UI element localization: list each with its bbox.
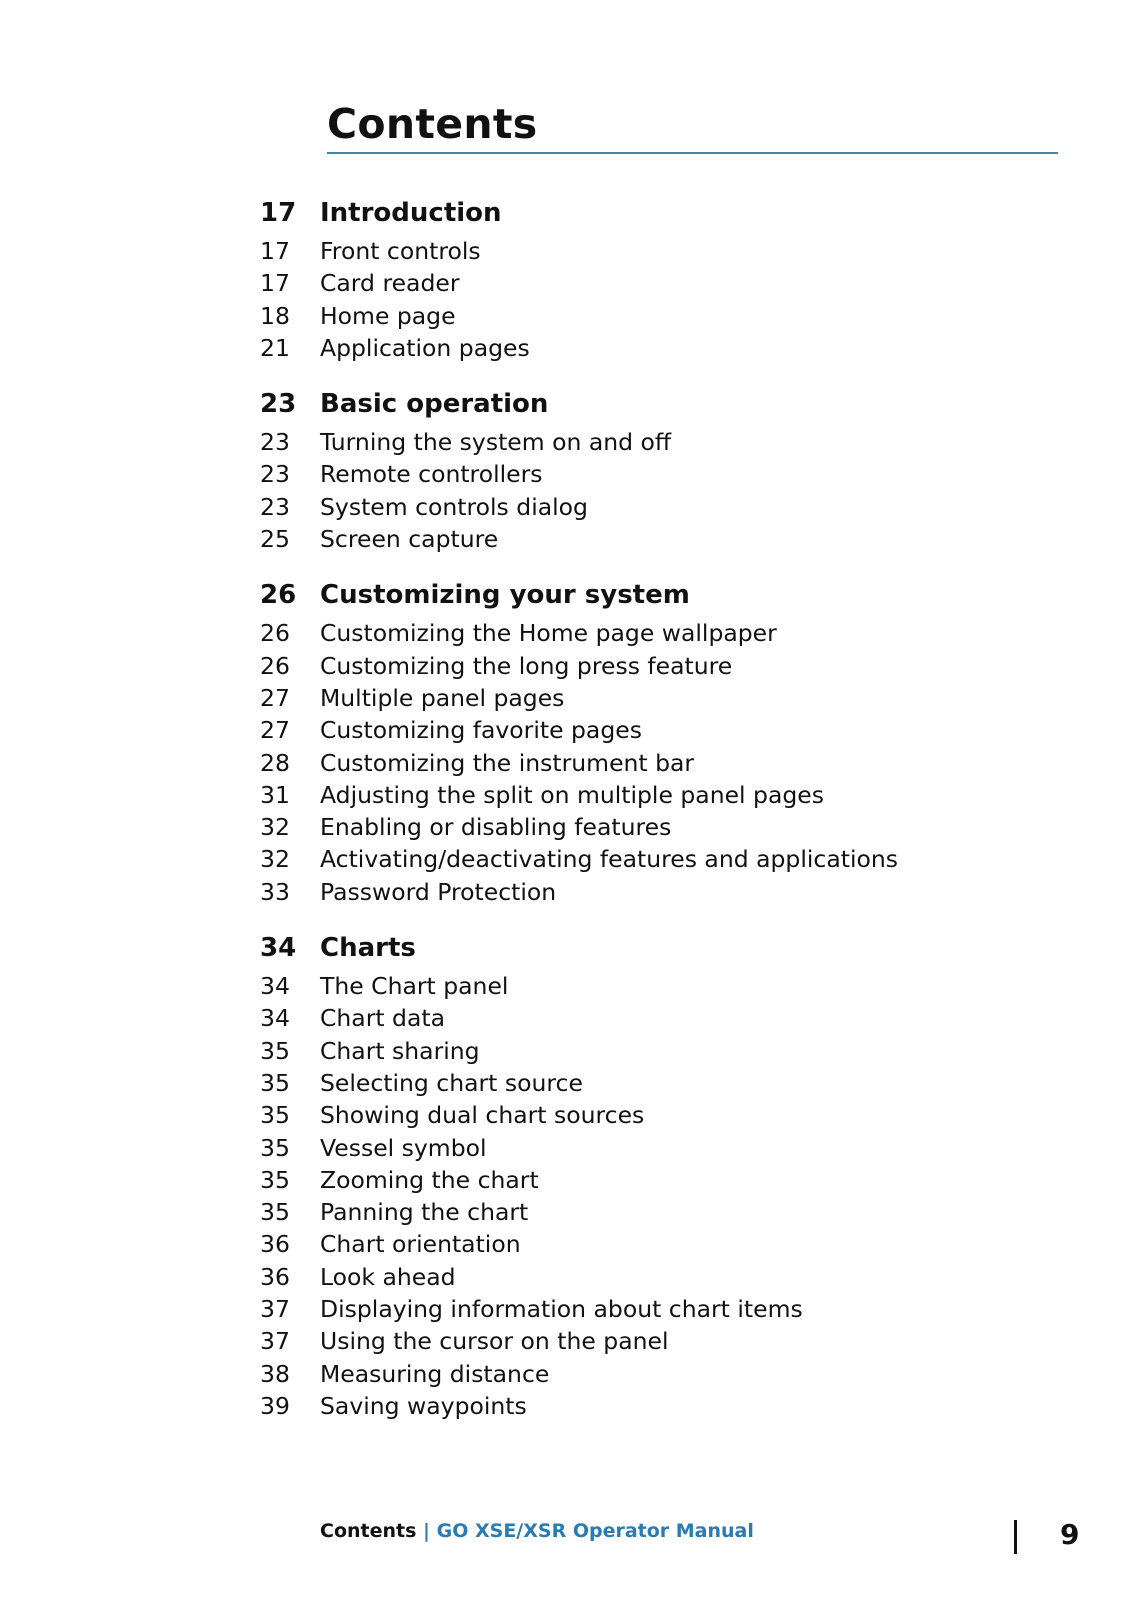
toc-entry-page: 28 <box>260 748 290 777</box>
toc-section-heading[interactable] <box>260 580 1080 619</box>
toc-entry[interactable] <box>260 813 1080 845</box>
toc-section-title: Customizing your system <box>320 580 690 611</box>
toc-entry-label: Customizing the Home page wallpaper <box>320 619 777 648</box>
toc-entry-label: Using the cursor on the panel <box>320 1327 669 1356</box>
toc-entry[interactable] <box>260 428 1080 460</box>
toc-entry-label: Customizing the long press feature <box>320 651 733 680</box>
toc-entry-label: Selecting chart source <box>320 1068 583 1097</box>
page-number: 9 <box>1060 1518 1080 1551</box>
toc-entry[interactable] <box>260 1392 1080 1424</box>
toc-entry-label: Measuring distance <box>320 1359 550 1388</box>
toc-entry[interactable] <box>260 1295 1080 1327</box>
toc-entry-label: Customizing favorite pages <box>320 716 642 745</box>
toc-entry-page: 35 <box>260 1133 290 1162</box>
toc-entry[interactable] <box>260 1004 1080 1036</box>
toc-entry-page: 36 <box>260 1262 290 1291</box>
toc-entry-page: 33 <box>260 877 290 906</box>
toc-entry-page: 26 <box>260 619 290 648</box>
toc-entry-label: Home page <box>320 301 456 330</box>
title-divider <box>327 152 1058 154</box>
toc-entry-label: Password Protection <box>320 877 557 906</box>
toc-entry[interactable] <box>260 1327 1080 1359</box>
toc-entry-page: 17 <box>260 237 290 265</box>
toc-entry-page: 36 <box>260 1230 290 1259</box>
toc-section-title: Charts <box>320 933 416 964</box>
toc-entry[interactable] <box>260 525 1080 557</box>
toc-section-heading[interactable] <box>260 933 1080 972</box>
toc-entry-label: Zooming the chart <box>320 1165 539 1194</box>
toc-entry-page: 35 <box>260 1101 290 1130</box>
toc-entry-label: Chart orientation <box>320 1230 521 1259</box>
toc-entry-page: 37 <box>260 1327 290 1356</box>
toc-section <box>260 198 1080 366</box>
toc-entry-label: Chart sharing <box>320 1036 480 1065</box>
toc-entry-label: Customizing the instrument bar <box>320 748 695 777</box>
toc-section-title: Basic operation <box>320 389 549 420</box>
toc-entry-page: 26 <box>260 651 290 680</box>
toc-section-heading[interactable] <box>260 389 1080 428</box>
toc-section <box>260 933 1080 1424</box>
toc-entry[interactable] <box>260 1166 1080 1198</box>
toc-entry[interactable] <box>260 1263 1080 1295</box>
toc-entry-page: 32 <box>260 813 290 842</box>
footer-section-label: Contents <box>320 1520 417 1542</box>
toc-entry-label: Activating/deactivating features and applications <box>320 845 898 874</box>
toc-entry[interactable] <box>260 619 1080 651</box>
toc-entry-label: Displaying information about chart items <box>320 1295 803 1324</box>
toc-entry[interactable] <box>260 652 1080 684</box>
toc-section-page: 23 <box>260 389 297 420</box>
toc-section-page: 26 <box>260 580 297 611</box>
toc-section-page: 34 <box>260 933 297 964</box>
toc-entry[interactable] <box>260 781 1080 813</box>
toc-section-page: 17 <box>260 198 297 228</box>
table-of-contents <box>260 198 1080 1447</box>
toc-entry-label: Card reader <box>320 269 460 298</box>
toc-entry[interactable] <box>260 684 1080 716</box>
toc-entry-page: 39 <box>260 1391 290 1420</box>
toc-entry-label: Application pages <box>320 333 530 362</box>
toc-entry-label: Screen capture <box>320 525 499 554</box>
page-number-bar <box>1014 1520 1017 1554</box>
toc-entry-page: 32 <box>260 845 290 874</box>
toc-entry[interactable] <box>260 1134 1080 1166</box>
toc-entry-label: Multiple panel pages <box>320 683 565 712</box>
toc-entry[interactable] <box>260 1101 1080 1133</box>
toc-entry-label: Turning the system on and off <box>320 428 672 457</box>
toc-entry-page: 35 <box>260 1068 290 1097</box>
toc-entry[interactable] <box>260 460 1080 492</box>
toc-entry-page: 31 <box>260 780 290 809</box>
toc-entry-page: 34 <box>260 972 290 1001</box>
toc-entry-page: 35 <box>260 1036 290 1065</box>
toc-entry-page: 37 <box>260 1295 290 1324</box>
toc-entry-label: Look ahead <box>320 1262 456 1291</box>
toc-section-heading[interactable] <box>260 198 1080 237</box>
toc-entry[interactable] <box>260 302 1080 334</box>
toc-entry[interactable] <box>260 716 1080 748</box>
toc-entry[interactable] <box>260 878 1080 910</box>
toc-entry[interactable] <box>260 1360 1080 1392</box>
toc-entry-page: 38 <box>260 1359 290 1388</box>
toc-entry-page: 27 <box>260 716 290 745</box>
toc-entry-page: 23 <box>260 460 290 489</box>
toc-entry-label: Remote controllers <box>320 460 543 489</box>
toc-entry[interactable] <box>260 749 1080 781</box>
toc-entry-label: Enabling or disabling features <box>320 813 672 842</box>
toc-section <box>260 389 1080 557</box>
toc-section <box>260 580 1080 910</box>
toc-entry[interactable] <box>260 237 1080 269</box>
toc-entry-label: Panning the chart <box>320 1198 529 1227</box>
toc-entry-label: The Chart panel <box>320 972 509 1001</box>
toc-entry-label: Saving waypoints <box>320 1391 527 1420</box>
footer-manual-title: GO XSE/XSR Operator Manual <box>436 1520 754 1542</box>
toc-entry[interactable] <box>260 972 1080 1004</box>
toc-entry-label: Chart data <box>320 1004 445 1033</box>
toc-entry-page: 25 <box>260 525 290 554</box>
toc-section-title: Introduction <box>320 198 502 228</box>
toc-entry-label: Showing dual chart sources <box>320 1101 645 1130</box>
toc-entry[interactable] <box>260 845 1080 877</box>
toc-entry[interactable] <box>260 1198 1080 1230</box>
toc-entry[interactable] <box>260 1069 1080 1101</box>
toc-entry-label: Vessel symbol <box>320 1133 487 1162</box>
footer-separator: | <box>423 1520 430 1542</box>
toc-entry-page: 21 <box>260 333 290 362</box>
toc-entry[interactable] <box>260 1037 1080 1069</box>
toc-entry-page: 18 <box>260 301 290 330</box>
page-title: Contents <box>327 100 538 148</box>
toc-entry-page: 34 <box>260 1004 290 1033</box>
toc-entry-page: 27 <box>260 683 290 712</box>
toc-entry[interactable] <box>260 334 1080 366</box>
toc-entry[interactable] <box>260 1230 1080 1262</box>
toc-entry-label: Adjusting the split on multiple panel pages <box>320 780 824 809</box>
toc-entry[interactable] <box>260 269 1080 301</box>
toc-entry-label: System controls dialog <box>320 492 588 521</box>
toc-entry-page: 35 <box>260 1165 290 1194</box>
toc-entry-page: 17 <box>260 269 290 298</box>
page-footer <box>320 1520 754 1542</box>
toc-entry-page: 23 <box>260 428 290 457</box>
toc-entry-label: Front controls <box>320 237 481 265</box>
toc-entry-page: 23 <box>260 492 290 521</box>
toc-entry-page: 35 <box>260 1198 290 1227</box>
toc-entry[interactable] <box>260 493 1080 525</box>
